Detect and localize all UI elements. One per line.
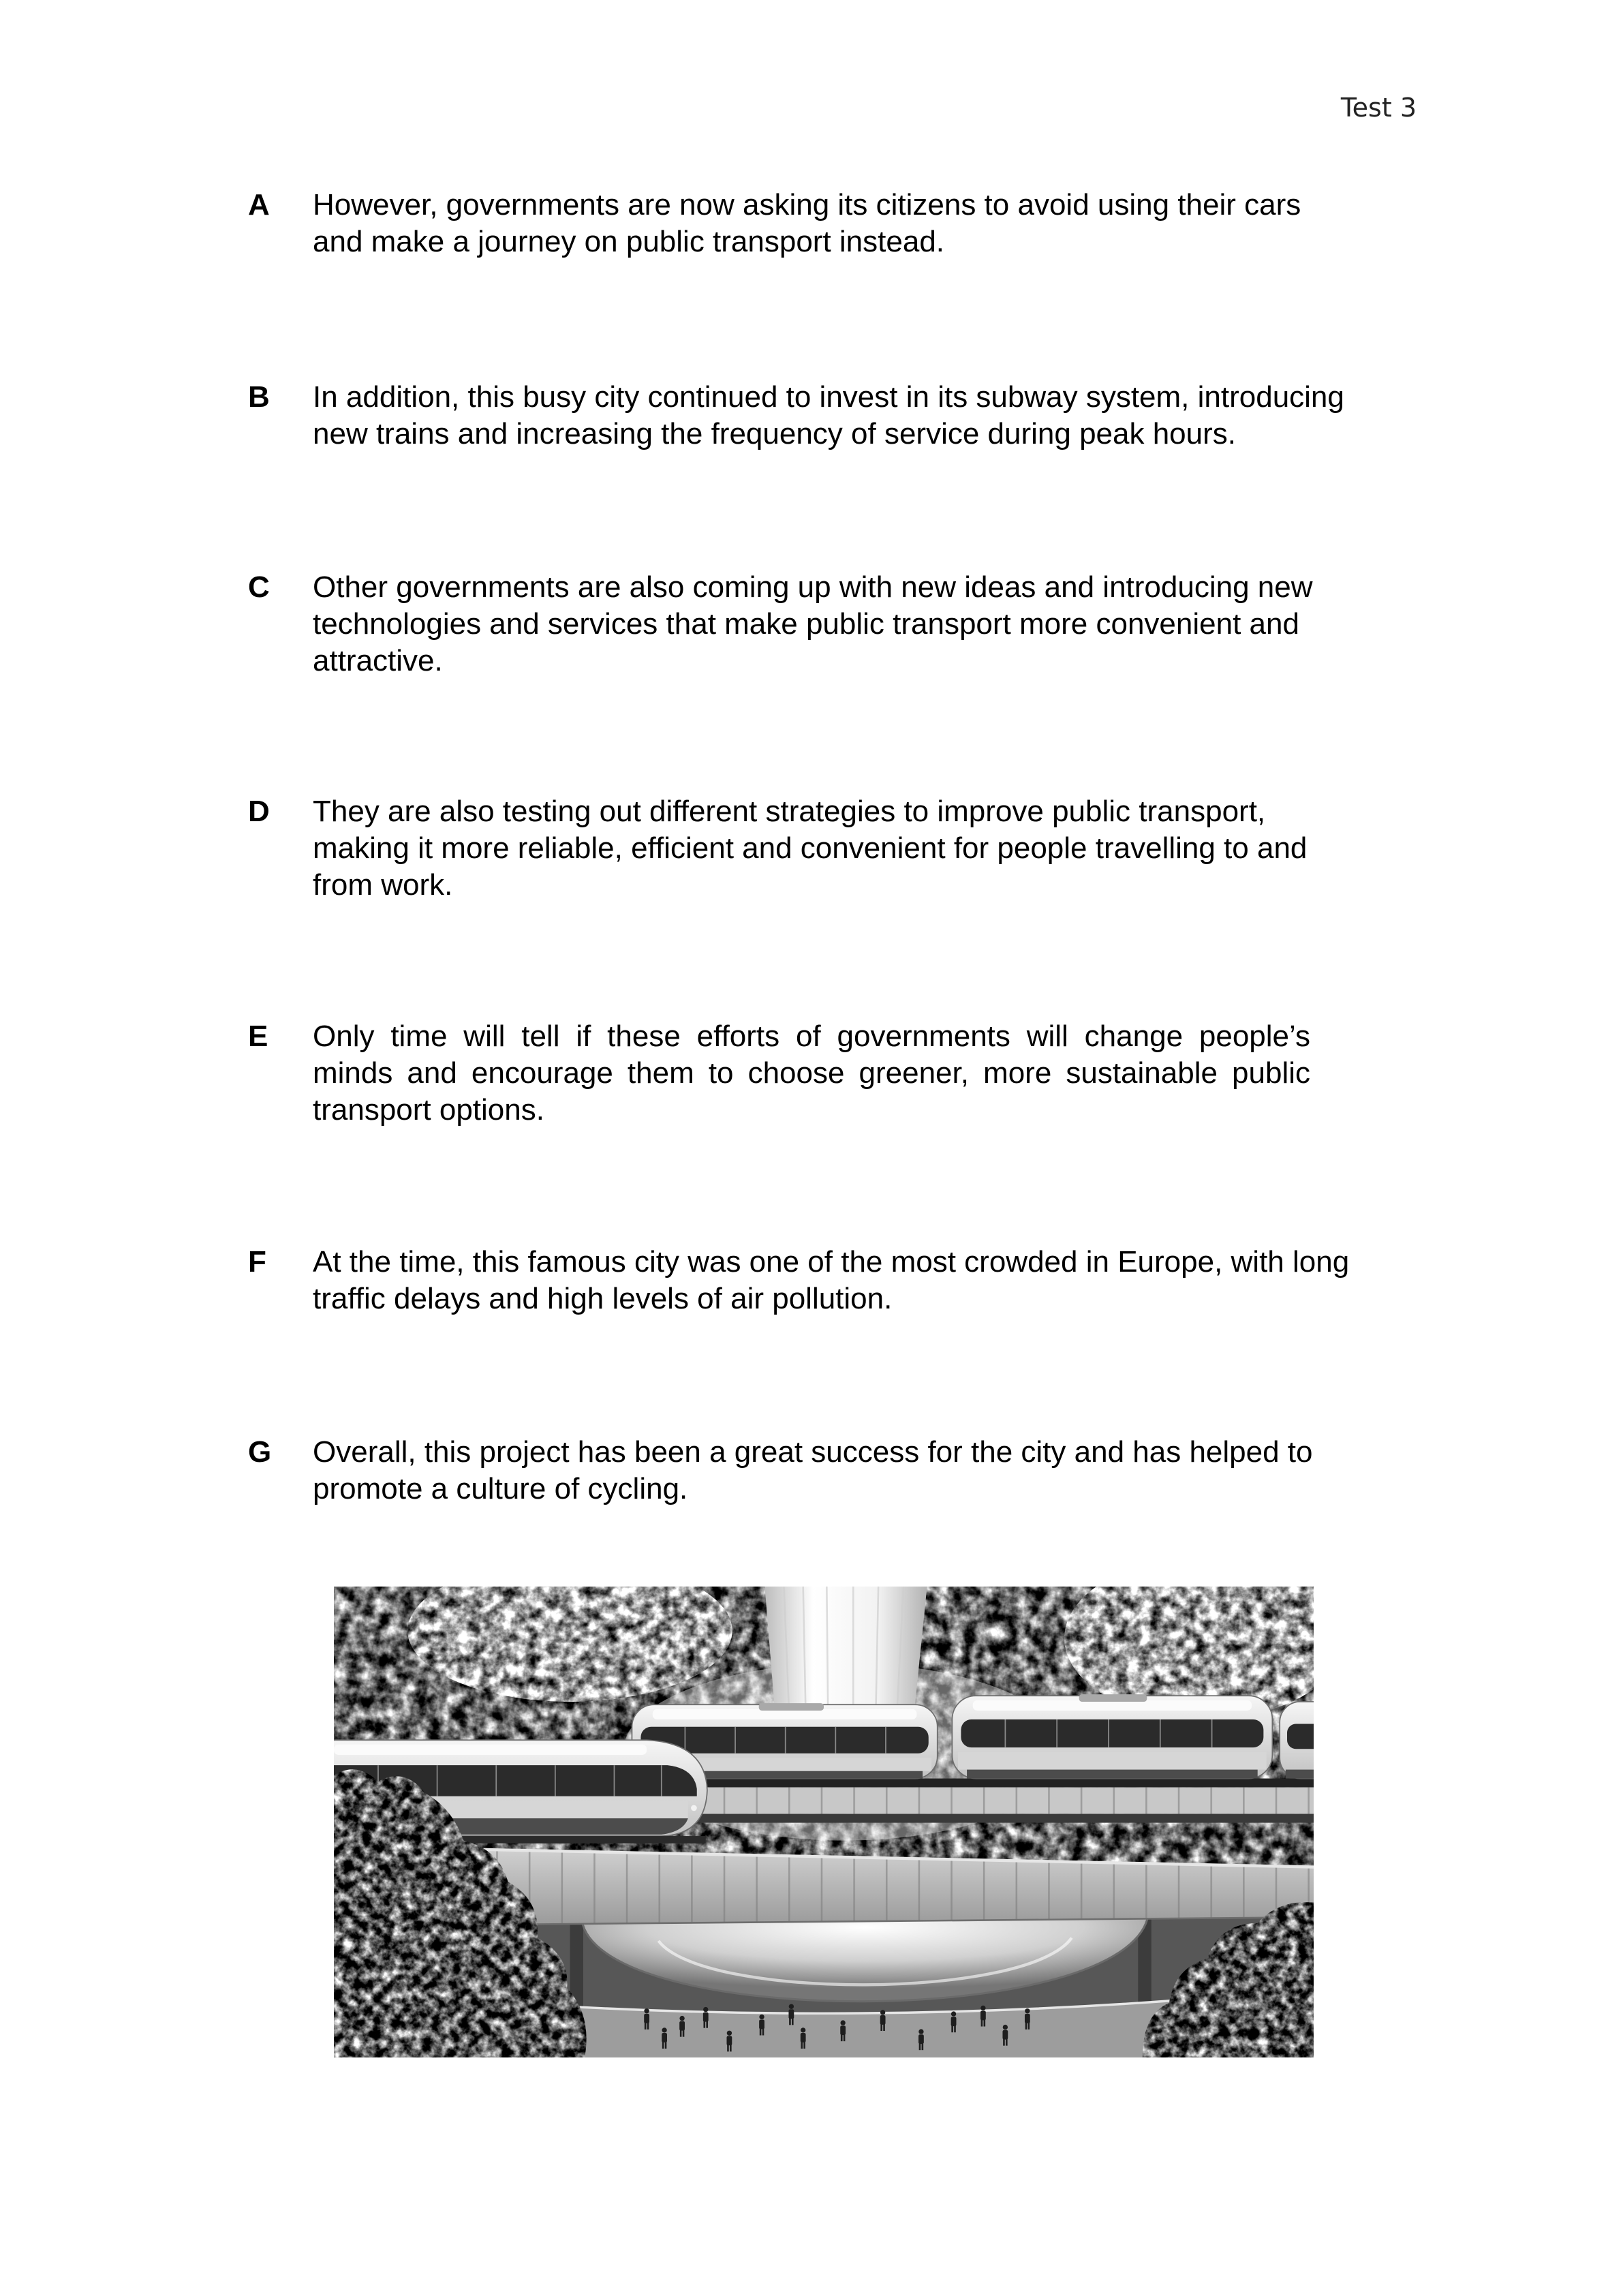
option-text (313, 793, 1307, 904)
text-line: new trains and increasing the frequency of service during peak hours. (313, 417, 1236, 450)
option-letter: E (248, 1020, 268, 1053)
text-line: from work. (313, 868, 453, 902)
option-letter: B (248, 380, 270, 414)
text-line: They are also testing out different strategies to improve public transport, (313, 795, 1266, 828)
guideway (682, 1779, 1314, 1823)
text-line: minds and encourage them to choose greener, more sustainable public (313, 1056, 1310, 1090)
option-text (313, 1018, 1310, 1129)
page-label: Test 3 (1340, 93, 1417, 123)
photo (334, 1587, 1314, 2057)
option-letter: G (248, 1435, 272, 1469)
text-line: traffic delays and high levels of air pollution. (313, 1282, 893, 1315)
option-text (313, 569, 1313, 679)
option-text (313, 1244, 1349, 1317)
option-letter: F (248, 1245, 266, 1279)
text-line: Overall, this project has been a great success for the city and has helped to (313, 1435, 1313, 1469)
train-car (952, 1694, 1272, 1778)
text-line: making it more reliable, efficient and convenient for people travelling to and (313, 831, 1308, 865)
text-line: transport options. (313, 1093, 544, 1127)
option-text (313, 1434, 1313, 1507)
text-line: In addition, this busy city continued to invest in its subway system, introducing (313, 380, 1344, 414)
text-line: promote a culture of cycling. (313, 1472, 688, 1505)
text-line: technologies and services that make public transport more convenient and (313, 607, 1299, 641)
text-line: Only time will tell if these efforts of governments will change people’s (313, 1020, 1310, 1053)
option-text (313, 379, 1344, 453)
option-letter: C (248, 570, 270, 604)
text-line: However, governments are now asking its citizens to avoid using their cars (313, 188, 1301, 221)
option-text (313, 187, 1301, 260)
text-line: Other governments are also coming up with new ideas and introducing new (313, 570, 1313, 604)
text-line: attractive. (313, 644, 443, 677)
train-car (1280, 1702, 1314, 1779)
option-letter: D (248, 795, 270, 828)
option-letter: A (248, 188, 270, 221)
text-line: and make a journey on public transport instead. (313, 225, 945, 258)
text-line: At the time, this famous city was one of the most crowded in Europe, with long (313, 1245, 1350, 1279)
